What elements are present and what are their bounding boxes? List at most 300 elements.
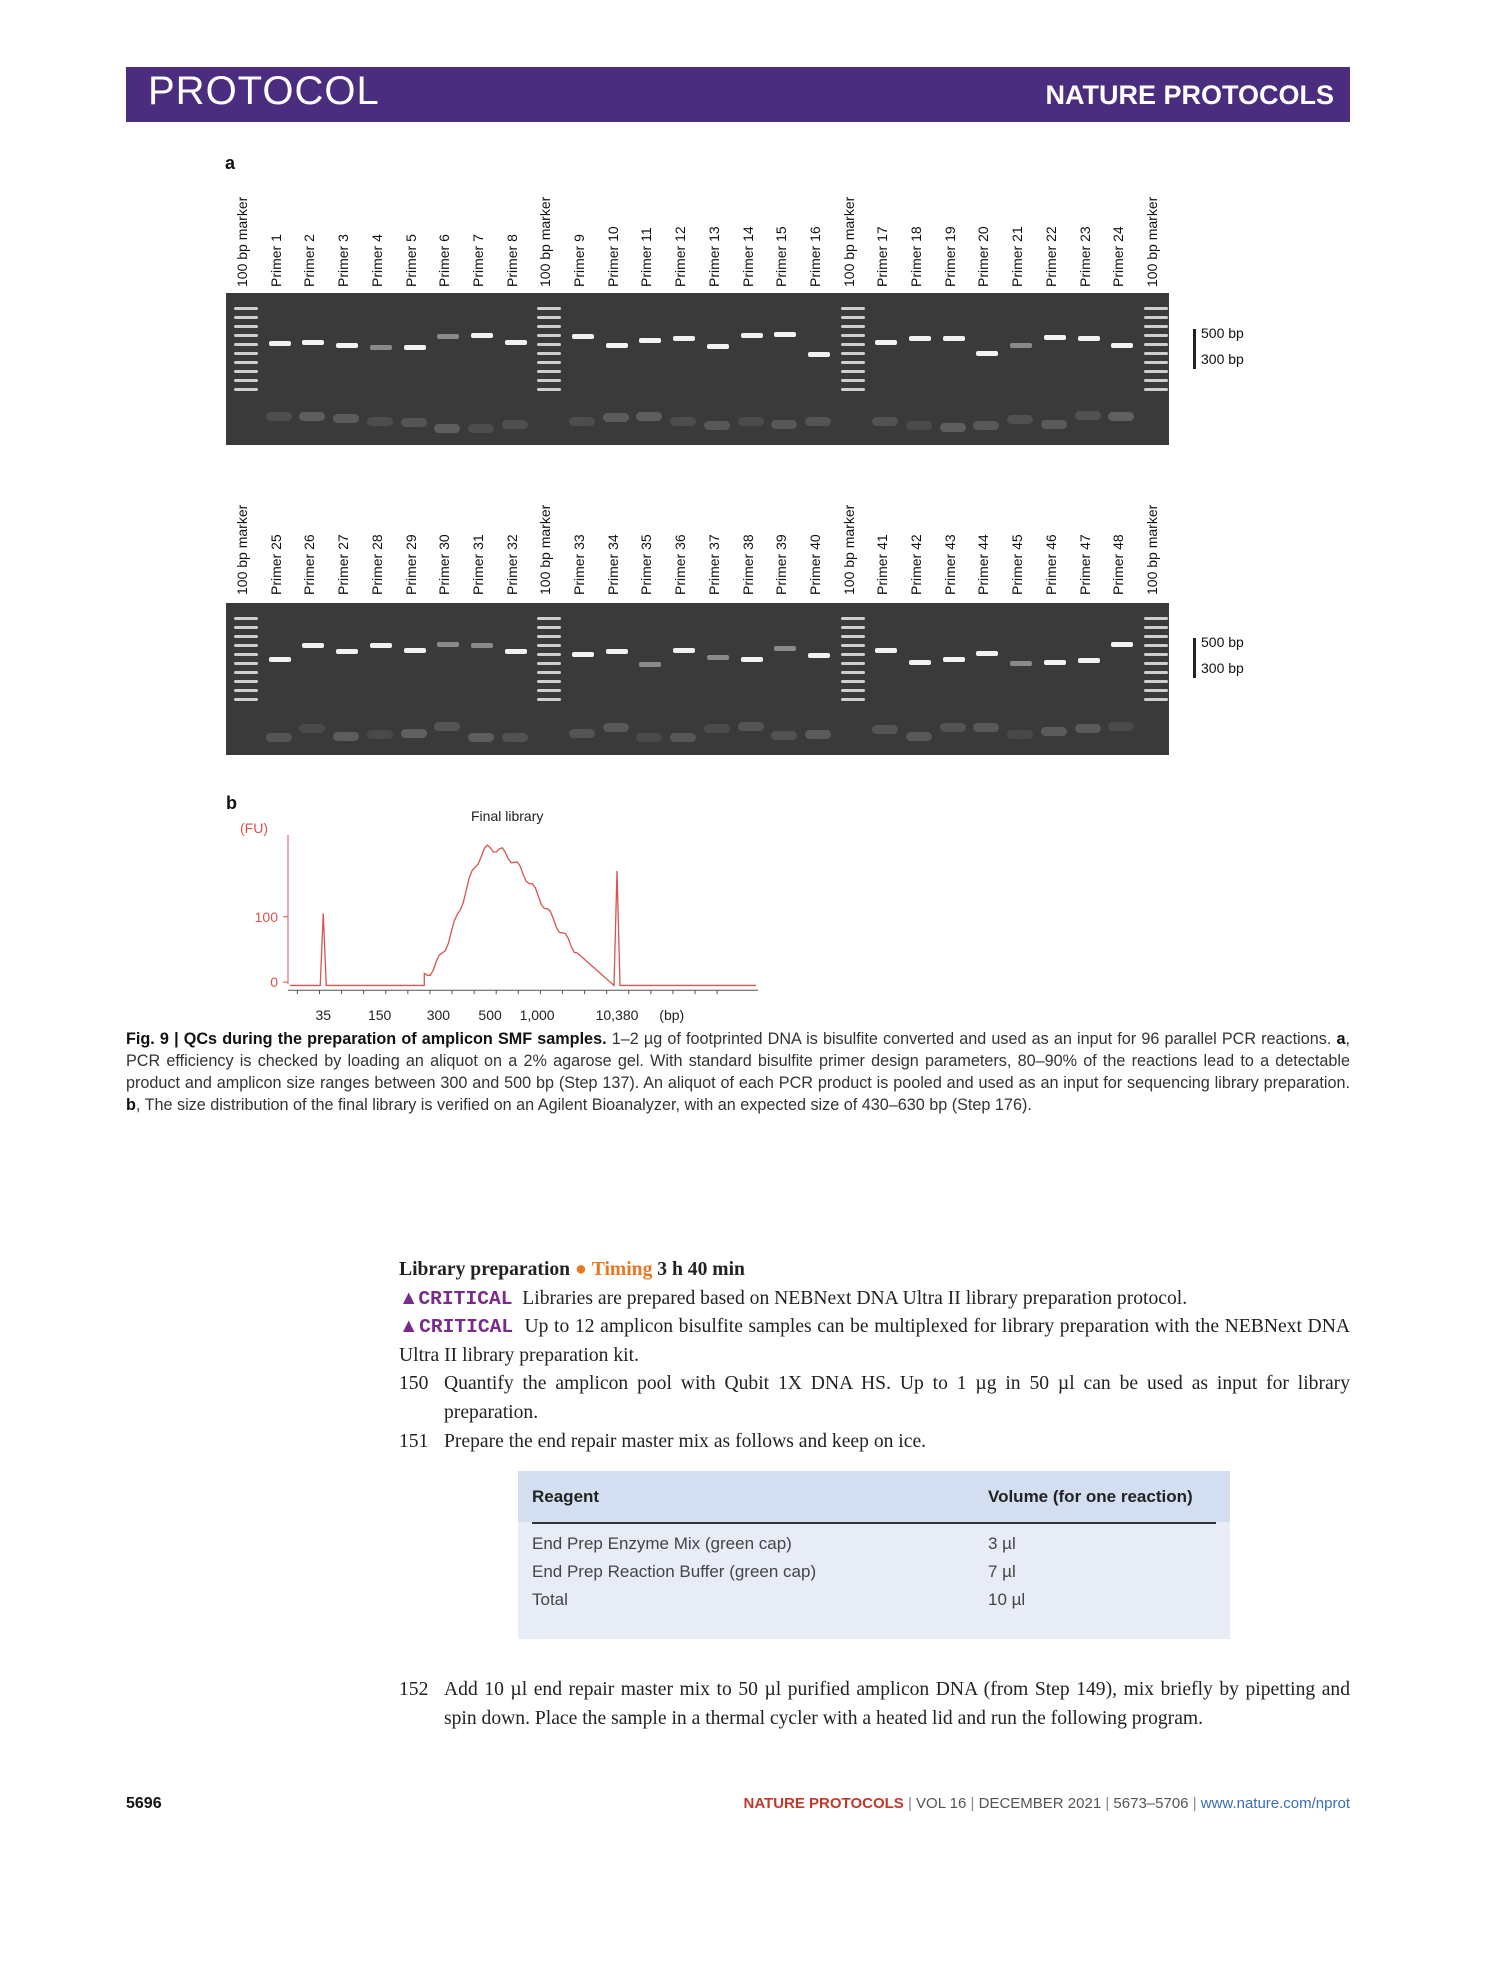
step-text: Add 10 µl end repair master mix to 50 µl purified amplicon DNA (from Step 149), mix briefly by pipetting and spin down. Place the sample in a thermal cycler with a heated lid and run the following program. bbox=[444, 1679, 1350, 1729]
table-cell: 3 µl bbox=[988, 1534, 1016, 1553]
primer-dimer-smear bbox=[569, 729, 595, 738]
marker-band bbox=[841, 671, 865, 674]
marker-band bbox=[841, 343, 865, 346]
marker-band bbox=[234, 352, 258, 355]
pcr-band bbox=[269, 657, 291, 662]
marker-band bbox=[1144, 325, 1168, 328]
pcr-band bbox=[471, 643, 493, 648]
primer-dimer-smear bbox=[468, 424, 494, 433]
lane-label: Primer 5 bbox=[402, 234, 419, 287]
table-cell: End Prep Enzyme Mix (green cap) bbox=[532, 1534, 792, 1553]
step-number: 150 bbox=[399, 1373, 429, 1394]
marker-band bbox=[1144, 653, 1168, 656]
pcr-band bbox=[302, 340, 324, 345]
primer-dimer-smear bbox=[1108, 722, 1134, 731]
marker-band bbox=[234, 671, 258, 674]
primer-dimer-smear bbox=[367, 417, 393, 426]
primer-dimer-smear bbox=[940, 423, 966, 432]
marker-band bbox=[1144, 662, 1168, 665]
primer-dimer-smear bbox=[333, 732, 359, 741]
marker-band bbox=[841, 653, 865, 656]
primer-dimer-smear bbox=[872, 417, 898, 426]
critical-label: CRITICAL bbox=[419, 1316, 514, 1338]
lane-label: 100 bp marker bbox=[537, 196, 554, 287]
section-title: Library preparation bbox=[399, 1259, 571, 1280]
pcr-band bbox=[639, 662, 661, 667]
timing-dot-icon: ● bbox=[575, 1259, 587, 1280]
primer-dimer-smear bbox=[1041, 420, 1067, 429]
reagent-table bbox=[518, 1471, 1230, 1639]
marker-band bbox=[537, 379, 561, 382]
marker-band bbox=[537, 325, 561, 328]
primer-dimer-smear bbox=[636, 733, 662, 742]
gel-image-1 bbox=[226, 293, 1169, 445]
primer-dimer-smear bbox=[1041, 727, 1067, 736]
marker-band bbox=[841, 680, 865, 683]
lane-label: Primer 32 bbox=[503, 534, 520, 595]
y-tick-label: 100 bbox=[254, 908, 278, 925]
pcr-band bbox=[909, 660, 931, 665]
marker-band bbox=[1144, 388, 1168, 391]
lane-label: Primer 14 bbox=[739, 226, 756, 287]
page-number: 5696 bbox=[126, 1795, 162, 1812]
caption-label: Fig. 9 | QCs during the preparation of amplicon SMF samples. bbox=[126, 1030, 607, 1048]
marker-band bbox=[234, 662, 258, 665]
panel-a-label: a bbox=[225, 153, 236, 173]
step-number: 151 bbox=[399, 1431, 429, 1452]
pcr-band bbox=[370, 643, 392, 648]
marker-band bbox=[234, 617, 258, 620]
marker-band bbox=[234, 361, 258, 364]
x-tick-label: 150 bbox=[367, 1007, 392, 1024]
lane-label: 100 bp marker bbox=[234, 196, 250, 287]
marker-band bbox=[1144, 635, 1168, 638]
lane-label: Primer 28 bbox=[368, 534, 385, 595]
primer-dimer-smear bbox=[401, 418, 427, 427]
marker-band bbox=[841, 352, 865, 355]
lane-label: Primer 47 bbox=[1076, 534, 1093, 595]
lane-label: Primer 23 bbox=[1076, 226, 1093, 287]
pcr-band bbox=[673, 336, 695, 341]
marker-band bbox=[234, 680, 258, 683]
marker-band bbox=[537, 361, 561, 364]
primer-dimer-smear bbox=[906, 732, 932, 741]
marker-band bbox=[234, 343, 258, 346]
pcr-band bbox=[875, 340, 897, 345]
pcr-band bbox=[741, 333, 763, 338]
primer-dimer-smear bbox=[738, 417, 764, 426]
marker-band bbox=[537, 343, 561, 346]
marker-band bbox=[1144, 626, 1168, 629]
marker-band bbox=[537, 635, 561, 638]
marker-band bbox=[1144, 334, 1168, 337]
marker-band bbox=[537, 307, 561, 310]
timing-value: 3 h 40 min bbox=[657, 1259, 745, 1280]
primer-dimer-smear bbox=[367, 730, 393, 739]
pcr-band bbox=[976, 651, 998, 656]
lane-label: Primer 39 bbox=[773, 534, 790, 595]
primer-dimer-smear bbox=[1007, 730, 1033, 739]
marker-band bbox=[841, 617, 865, 620]
marker-band bbox=[234, 388, 258, 391]
marker-band bbox=[537, 370, 561, 373]
primer-dimer-smear bbox=[636, 412, 662, 421]
critical-text-2: Up to 12 amplicon bisulfite samples can be multiplexed for library preparation with the NEBNext DNA Ultra II library preparation kit. bbox=[399, 1316, 1350, 1366]
caption-text-1: 1–2 µg of footprinted DNA is bisulfite converted and used as an input for 96 parallel PCR reactions. bbox=[606, 1030, 1337, 1048]
pcr-band bbox=[1010, 343, 1032, 348]
marker-band bbox=[841, 698, 865, 701]
marker-band bbox=[234, 316, 258, 319]
marker-band bbox=[537, 388, 561, 391]
table-cell: 10 µl bbox=[988, 1590, 1026, 1609]
marker-band bbox=[234, 370, 258, 373]
lane-label: Primer 26 bbox=[301, 534, 318, 595]
pcr-band bbox=[336, 343, 358, 348]
pcr-band bbox=[606, 649, 628, 654]
marker-band bbox=[537, 626, 561, 629]
y-axis-label: (FU) bbox=[240, 820, 268, 836]
size-500bp-label: 500 bp bbox=[1201, 634, 1244, 650]
marker-band bbox=[234, 379, 258, 382]
marker-band bbox=[234, 334, 258, 337]
lane-label: Primer 25 bbox=[267, 534, 284, 595]
marker-band bbox=[1144, 361, 1168, 364]
primer-dimer-smear bbox=[401, 729, 427, 738]
primer-dimer-smear bbox=[603, 413, 629, 422]
trace-line bbox=[290, 845, 756, 985]
marker-band bbox=[841, 626, 865, 629]
marker-band bbox=[1144, 680, 1168, 683]
size-300bp-label: 300 bp bbox=[1201, 351, 1244, 367]
marker-band bbox=[841, 635, 865, 638]
critical-note-2 bbox=[399, 1313, 1350, 1370]
pcr-band bbox=[336, 649, 358, 654]
primer-dimer-smear bbox=[569, 417, 595, 426]
pcr-band bbox=[471, 333, 493, 338]
pcr-band bbox=[370, 345, 392, 350]
primer-dimer-smear bbox=[299, 412, 325, 421]
marker-band bbox=[841, 307, 865, 310]
caption-text-2: , PCR efficiency is checked by loading an aliquot on a 2% agarose gel. With standard bisulfite primer design parameters, 80–90% of the reactions lead to a detectable product and amplicon size ranges between 300 and 500 bp (Step 137). An aliquot of each PCR product is pooled and used as an input for sequencing library preparation. bbox=[126, 1030, 1351, 1092]
pcr-band bbox=[1078, 336, 1100, 341]
marker-band bbox=[537, 671, 561, 674]
marker-band bbox=[537, 698, 561, 701]
lane-label: Primer 41 bbox=[874, 534, 891, 595]
pcr-band bbox=[1111, 642, 1133, 647]
footer-volume: VOL 16 bbox=[916, 1795, 967, 1812]
primer-dimer-smear bbox=[603, 723, 629, 732]
header-reagent: Reagent bbox=[532, 1487, 600, 1506]
step-text: Quantify the amplicon pool with Qubit 1X DNA HS. Up to 1 µg in 50 µl can be used as input for library preparation. bbox=[444, 1373, 1350, 1423]
marker-band bbox=[234, 325, 258, 328]
footer-url-link[interactable]: www.nature.com/nprot bbox=[1200, 1795, 1350, 1812]
table-cell: Total bbox=[532, 1590, 568, 1609]
marker-band bbox=[234, 644, 258, 647]
lane-label: Primer 17 bbox=[874, 226, 891, 287]
marker-band bbox=[537, 334, 561, 337]
pcr-band bbox=[1111, 343, 1133, 348]
lane-label: Primer 11 bbox=[638, 227, 655, 287]
marker-band bbox=[537, 689, 561, 692]
marker-band bbox=[234, 307, 258, 310]
step-number: 152 bbox=[399, 1679, 429, 1700]
primer-dimer-smear bbox=[266, 733, 292, 742]
lane-label: Primer 48 bbox=[1110, 534, 1127, 595]
lane-label: Primer 21 bbox=[1009, 226, 1026, 287]
primer-dimer-smear bbox=[670, 733, 696, 742]
bioanalyzer-chart bbox=[226, 800, 766, 1025]
primer-dimer-smear bbox=[738, 722, 764, 731]
pcr-band bbox=[437, 334, 459, 339]
critical-label: CRITICAL bbox=[418, 1288, 513, 1310]
primer-dimer-smear bbox=[704, 724, 730, 733]
step-150 bbox=[399, 1370, 1350, 1427]
lane-label: Primer 9 bbox=[571, 234, 587, 287]
lane-label: Primer 30 bbox=[436, 534, 453, 595]
lane-label: Primer 27 bbox=[335, 534, 352, 595]
pcr-band bbox=[606, 343, 628, 348]
caption-b: b bbox=[126, 1096, 136, 1114]
pcr-band bbox=[875, 648, 897, 653]
marker-band bbox=[537, 316, 561, 319]
primer-dimer-smear bbox=[771, 731, 797, 740]
marker-band bbox=[1144, 698, 1168, 701]
table-cell: End Prep Reaction Buffer (green cap) bbox=[532, 1562, 817, 1581]
marker-band bbox=[841, 370, 865, 373]
x-axis-label: (bp) bbox=[659, 1007, 685, 1024]
lane-label: Primer 6 bbox=[436, 234, 453, 287]
caption-a: a bbox=[1336, 1030, 1346, 1048]
pcr-band bbox=[909, 336, 931, 341]
primer-dimer-smear bbox=[1108, 412, 1134, 421]
marker-band bbox=[234, 698, 258, 701]
lane-label: Primer 15 bbox=[773, 226, 790, 287]
journal-header-bar bbox=[126, 67, 1350, 122]
marker-band bbox=[841, 361, 865, 364]
lane-label: 100 bp marker bbox=[840, 196, 857, 287]
table-header bbox=[518, 1471, 1230, 1522]
lane-label: Primer 38 bbox=[739, 534, 756, 595]
x-tick-label: 300 bbox=[426, 1007, 451, 1024]
marker-band bbox=[841, 325, 865, 328]
lane-label: Primer 40 bbox=[806, 534, 823, 595]
pcr-band bbox=[505, 649, 527, 654]
primer-dimer-smear bbox=[434, 722, 460, 731]
marker-band bbox=[841, 388, 865, 391]
primer-dimer-smear bbox=[872, 725, 898, 734]
marker-band bbox=[1144, 671, 1168, 674]
marker-band bbox=[234, 653, 258, 656]
lane-label: Primer 2 bbox=[301, 234, 318, 287]
table-cell: 7 µl bbox=[988, 1562, 1016, 1581]
primer-dimer-smear bbox=[434, 424, 460, 433]
chart-title: Final library bbox=[471, 808, 544, 824]
lane-label: Primer 37 bbox=[705, 534, 722, 595]
lane-label: Primer 42 bbox=[908, 534, 924, 595]
marker-band bbox=[537, 662, 561, 665]
pcr-band bbox=[707, 655, 729, 660]
pcr-band bbox=[302, 643, 324, 648]
marker-band bbox=[1144, 343, 1168, 346]
pcr-band bbox=[572, 652, 594, 657]
footer-journal: NATURE PROTOCOLS bbox=[743, 1795, 904, 1812]
pcr-band bbox=[1044, 660, 1066, 665]
marker-band bbox=[1144, 352, 1168, 355]
pcr-band bbox=[808, 352, 830, 357]
lane-label: 100 bp marker bbox=[1143, 504, 1160, 595]
step-151 bbox=[399, 1428, 1350, 1457]
figure-caption bbox=[126, 1028, 1350, 1116]
journal-name-label: NATURE PROTOCOLS bbox=[1045, 80, 1334, 110]
lane-label: 100 bp marker bbox=[840, 504, 857, 595]
pcr-band bbox=[741, 657, 763, 662]
primer-dimer-smear bbox=[940, 723, 966, 732]
lane-label: Primer 12 bbox=[672, 226, 689, 287]
lane-label: Primer 7 bbox=[469, 234, 486, 287]
primer-dimer-smear bbox=[333, 414, 359, 423]
pcr-band bbox=[505, 340, 527, 345]
marker-band bbox=[1144, 316, 1168, 319]
pcr-band bbox=[572, 334, 594, 339]
footer-pages: 5673–5706 bbox=[1113, 1795, 1189, 1812]
marker-band bbox=[537, 653, 561, 656]
primer-dimer-smear bbox=[704, 421, 730, 430]
marker-band bbox=[1144, 370, 1168, 373]
pcr-band bbox=[404, 648, 426, 653]
lane-label: Primer 34 bbox=[604, 534, 621, 595]
primer-dimer-smear bbox=[1007, 415, 1033, 424]
marker-band bbox=[1144, 689, 1168, 692]
caption-text-3: , The size distribution of the final library is verified on an Agilent Bioanalyzer, with an expected size of 430–630 bp (Step 176). bbox=[135, 1096, 1032, 1114]
size-500bp-label: 500 bp bbox=[1201, 325, 1244, 341]
primer-dimer-smear bbox=[805, 730, 831, 739]
marker-band bbox=[234, 635, 258, 638]
pcr-band bbox=[774, 646, 796, 651]
primer-dimer-smear bbox=[805, 417, 831, 426]
x-tick-label: 10,380 bbox=[595, 1007, 639, 1024]
lane-label: Primer 16 bbox=[806, 226, 823, 287]
lane-label: Primer 19 bbox=[941, 226, 958, 287]
primer-dimer-smear bbox=[266, 412, 292, 421]
footer-citation: NATURE PROTOCOLS | VOL 16 | DECEMBER 2021 | 5673–5706 | www.nature.com/nprot bbox=[743, 1795, 1350, 1812]
timing-label: Timing bbox=[591, 1259, 653, 1280]
primer-dimer-smear bbox=[502, 420, 528, 429]
marker-band bbox=[234, 626, 258, 629]
pcr-band bbox=[437, 642, 459, 647]
lane-label: Primer 1 bbox=[267, 234, 284, 287]
primer-dimer-smear bbox=[1075, 724, 1101, 733]
size-300bp-label: 300 bp bbox=[1201, 660, 1244, 676]
section-heading bbox=[399, 1256, 1350, 1285]
lane-label: Primer 43 bbox=[941, 534, 958, 595]
primer-dimer-smear bbox=[973, 421, 999, 430]
lane-label: Primer 3 bbox=[335, 234, 352, 287]
header-volume: Volume (for one reaction) bbox=[988, 1487, 1193, 1506]
lane-label: Primer 22 bbox=[1042, 226, 1059, 287]
pcr-band bbox=[943, 336, 965, 341]
section-type-label: PROTOCOL bbox=[148, 69, 380, 113]
marker-band bbox=[537, 352, 561, 355]
marker-band bbox=[1144, 644, 1168, 647]
marker-band bbox=[1144, 307, 1168, 310]
pcr-band bbox=[976, 351, 998, 356]
panel-b-label: b bbox=[226, 793, 237, 813]
marker-band bbox=[1144, 379, 1168, 382]
marker-band bbox=[841, 662, 865, 665]
marker-band bbox=[841, 334, 865, 337]
lane-label: Primer 36 bbox=[672, 534, 689, 595]
lane-label: Primer 10 bbox=[604, 226, 621, 287]
gel-image-2 bbox=[226, 603, 1169, 755]
primer-dimer-smear bbox=[906, 421, 932, 430]
pcr-band bbox=[1078, 658, 1100, 663]
primer-dimer-smear bbox=[299, 724, 325, 733]
lane-label: Primer 13 bbox=[705, 226, 722, 287]
primer-dimer-smear bbox=[468, 733, 494, 742]
warning-triangle-icon: ▲ bbox=[399, 1316, 420, 1337]
x-tick-label: 500 bbox=[478, 1007, 502, 1024]
marker-band bbox=[841, 316, 865, 319]
lane-label: Primer 46 bbox=[1042, 534, 1059, 595]
pcr-band bbox=[943, 657, 965, 662]
y-tick-label: 0 bbox=[270, 974, 278, 991]
x-tick-label: 1,000 bbox=[519, 1007, 555, 1024]
pcr-band bbox=[1044, 335, 1066, 340]
pcr-band bbox=[639, 338, 661, 343]
primer-dimer-smear bbox=[973, 723, 999, 732]
lane-label: Primer 4 bbox=[368, 234, 385, 287]
lane-label: Primer 20 bbox=[975, 226, 992, 287]
lane-label: Primer 18 bbox=[908, 226, 924, 287]
primer-dimer-smear bbox=[502, 733, 528, 742]
primer-dimer-smear bbox=[670, 417, 696, 426]
lane-label: Primer 24 bbox=[1110, 226, 1127, 287]
pcr-band bbox=[673, 648, 695, 653]
primer-dimer-smear bbox=[1075, 411, 1101, 420]
marker-band bbox=[841, 379, 865, 382]
marker-band bbox=[537, 680, 561, 683]
lane-label: 100 bp marker bbox=[234, 504, 250, 595]
pcr-band bbox=[808, 653, 830, 658]
marker-band bbox=[841, 689, 865, 692]
lane-label: Primer 45 bbox=[1009, 534, 1026, 595]
step-152 bbox=[399, 1676, 1350, 1733]
lane-label: Primer 29 bbox=[402, 534, 419, 595]
step-text: Prepare the end repair master mix as follows and keep on ice. bbox=[444, 1431, 927, 1452]
marker-band bbox=[537, 617, 561, 620]
lane-label: Primer 8 bbox=[503, 234, 520, 287]
marker-band bbox=[841, 644, 865, 647]
marker-band bbox=[537, 644, 561, 647]
x-tick-label: 35 bbox=[315, 1007, 332, 1024]
lane-label: Primer 31 bbox=[469, 534, 486, 595]
pcr-band bbox=[269, 341, 291, 346]
lane-label: 100 bp marker bbox=[1143, 196, 1160, 287]
pcr-band bbox=[774, 332, 796, 337]
marker-band bbox=[234, 689, 258, 692]
critical-note-1 bbox=[399, 1285, 1350, 1314]
pcr-band bbox=[404, 345, 426, 350]
marker-band bbox=[1144, 617, 1168, 620]
pcr-band bbox=[1010, 661, 1032, 666]
warning-triangle-icon: ▲ bbox=[399, 1288, 419, 1309]
critical-text-1: Libraries are prepared based on NEBNext DNA Ultra II library preparation protocol. bbox=[522, 1288, 1188, 1309]
lane-label: Primer 33 bbox=[571, 534, 587, 595]
lane-label: Primer 44 bbox=[975, 534, 992, 595]
primer-dimer-smear bbox=[771, 420, 797, 429]
lane-label: Primer 35 bbox=[638, 534, 655, 595]
pcr-band bbox=[707, 344, 729, 349]
